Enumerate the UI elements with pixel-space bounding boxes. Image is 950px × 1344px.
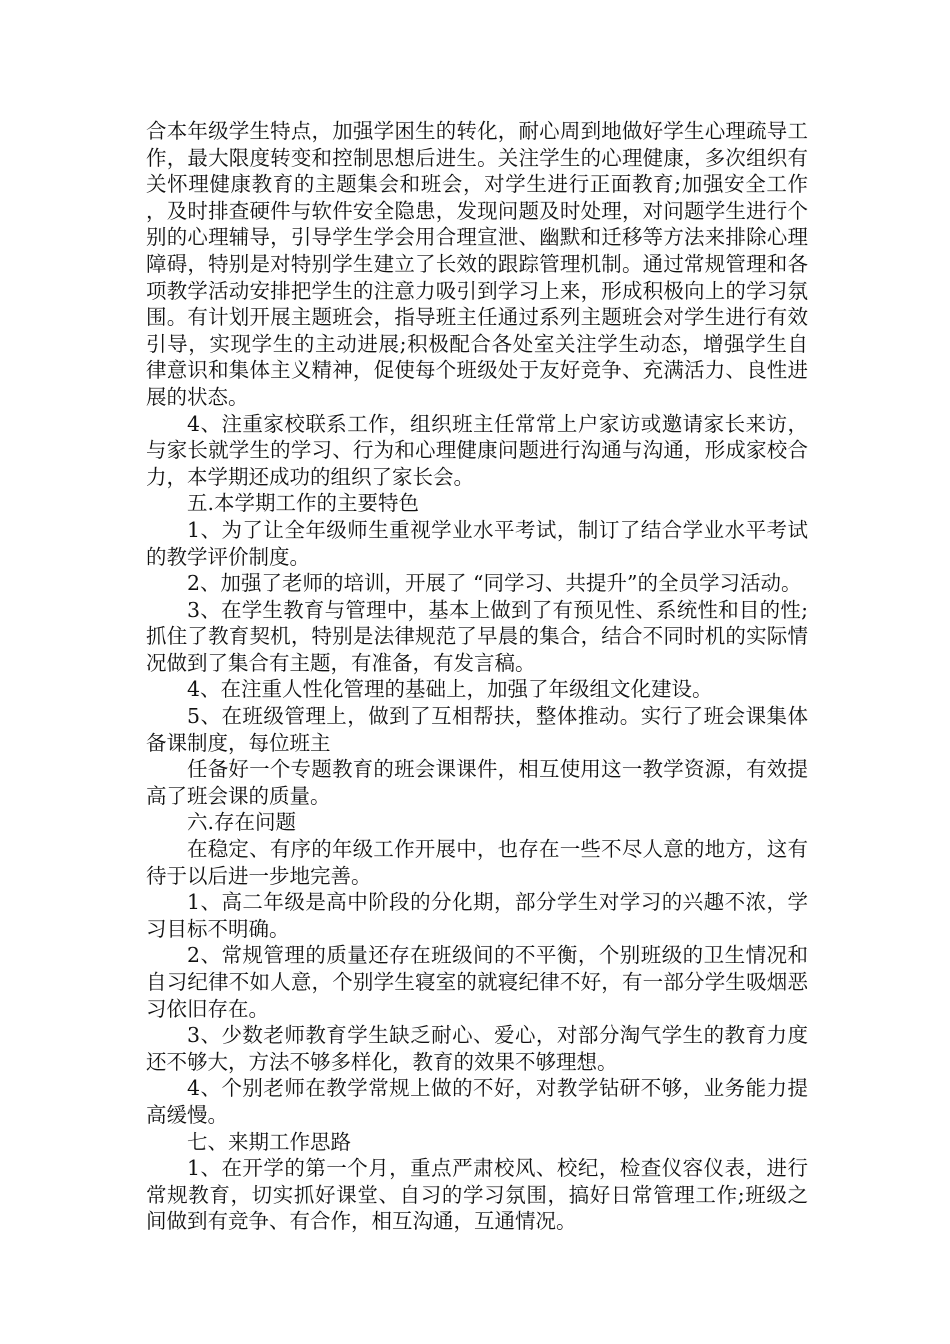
paragraph-feature-4: 4、在注重人性化管理的基础上，加强了年级组文化建设。: [187, 677, 713, 702]
section-heading-next-term: 七、来期工作思路: [187, 1129, 351, 1154]
document-body: [146, 118, 808, 1235]
paragraph-next-term-1: 1、在开学的第一个月，重点严肃校风、校纪，检查仪容仪表，进行常规教育，切实抓好课堂、自习的学习氛围，搞好日常管理工作;班级之间做到有竞争、有合作，相互沟通，互通情况。: [146, 1156, 808, 1234]
paragraph-home-school-contact: 4、注重家校联系工作，组织班主任常常上户家访或邀请家长来访，与家长就学生的学习、行为和心理健康问题进行沟通与沟通，形成家校合力，本学期还成功的组织了家长会。: [146, 411, 808, 489]
paragraph-problem-3: 3、少数老师教育学生缺乏耐心、爱心，对部分淘气学生的教育力度还不够大，方法不够多样化，教育的效果不够理想。: [146, 1023, 808, 1074]
paragraph-problem-4: 4、个别老师在教学常规上做的不好，对教学钻研不够，业务能力提高缓慢。: [146, 1076, 808, 1127]
paragraph-problem-2: 2、常规管理的质量还存在班级间的不平衡，个别班级的卫生情况和自习纪律不如人意，个别学生寝室的就寝纪律不好，有一部分学生吸烟恶习依旧存在。: [146, 943, 808, 1021]
paragraph-continued: 合本年级学生特点，加强学困生的转化，耐心周到地做好学生心理疏导工作，最大限度转变和控制思想后进生。关注学生的心理健康，多次组织有关怀理健康教育的主题集会和班会，对学生进行正面教育;加强安全工作，及时排查硬件与软件安全隐患，发现问题及时处理，对问题学生进行个别的心理辅导，引导学生学会用合理宣泄、幽默和迁移等方法来排除心理障碍，特别是对特别学生建立了长效的跟踪管理机制。通过常规管理和各项教学活动安排把学生的注意力吸引到学习上来，形成积极向上的学习氛围。有计划开展主题班会，指导班主任通过系列主题班会对学生进行有效引导，实现学生的主动进展;积极配合各处室关注学生动态，增强学生自律意识和集体主义精神，促使每个班级处于友好竞争、充满活力、良性进展的状态。: [146, 119, 808, 409]
paragraph-feature-5-continued: 任备好一个专题教育的班会课课件，相互使用这一教学资源，有效提高了班会课的质量。: [146, 757, 808, 808]
paragraph-problems-intro: 在稳定、有序的年级工作开展中，也存在一些不尽人意的地方，这有待于以后进一步地完善。: [146, 837, 808, 888]
section-heading-problems: 六.存在问题: [187, 810, 297, 835]
paragraph-feature-2: 2、加强了老师的培训，开展了 “同学习、共提升”的全员学习活动。: [187, 571, 802, 596]
paragraph-problem-1: 1、高二年级是高中阶段的分化期，部分学生对学习的兴趣不浓，学习目标不明确。: [146, 890, 808, 941]
paragraph-feature-1: 1、为了让全年级师生重视学业水平考试，制订了结合学业水平考试的教学评价制度。: [146, 517, 808, 569]
paragraph-feature-5: 5、在班级管理上，做到了互相帮扶，整体推动。实行了班会课集体备课制度，每位班主: [146, 704, 808, 755]
section-heading-features: 五.本学期工作的主要特色: [187, 491, 420, 516]
paragraph-feature-3: 3、在学生教育与管理中，基本上做到了有预见性、系统性和目的性;抓住了教育契机，特别是法律规范了早晨的集合，结合不同时机的实际情况做到了集合有主题，有准备，有发言稿。: [146, 597, 808, 675]
